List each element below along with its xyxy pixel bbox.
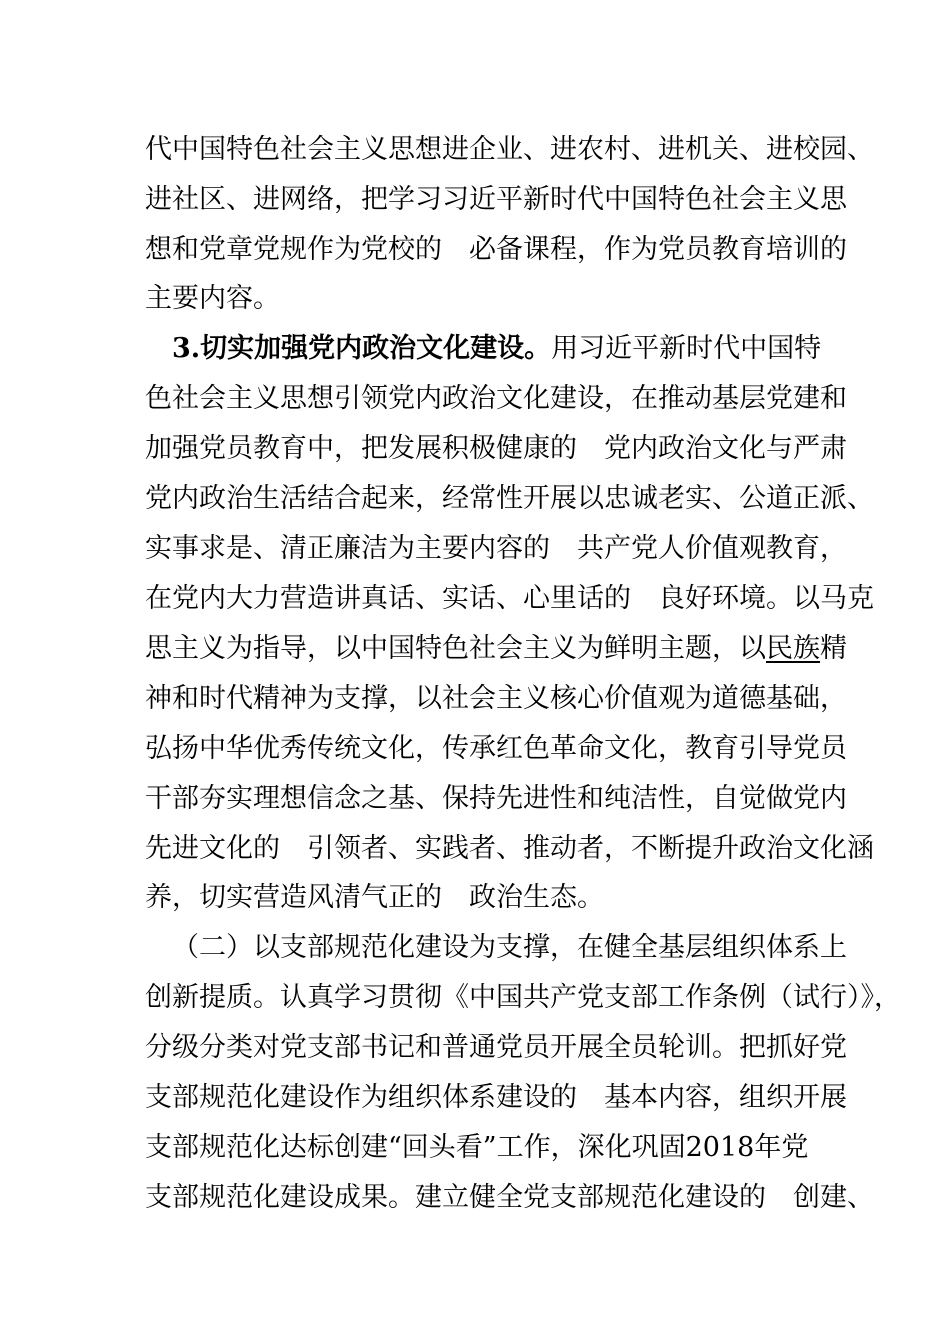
text-line-11 [145,631,847,667]
text-line-3 [145,232,847,268]
text-line-6 [145,381,847,417]
section-heading: 3.切实加强党内政治文化建设。 [172,333,552,364]
text-segment: 精 [820,633,847,664]
text-segment: 进社区、进网络，把学习习近平新时代中国特色社会主义思 [145,184,847,215]
text-segment: 党内政治生活结合起来，经常性开展以忠诚老实、公道正派、 [145,483,874,514]
text-line-19 [145,1030,847,1066]
text-line-14 [145,781,847,817]
text-line-9 [145,531,847,567]
text-segment: 在党内大力营造讲真话、实话、心里话的 良好环境。以马克 [145,583,874,614]
text-segment: 分级分类对党支部书记和普通党员开展全员轮训。把抓好党 [145,1032,847,1063]
text-segment: 思主义为指导，以中国特色社会主义为鲜明主题，以 [145,633,766,664]
text-line-7 [145,431,847,467]
text-segment: 色社会主义思想引领党内政治文化建设，在推动基层党建和 [145,383,847,414]
text-segment: 加强党员教育中，把发展积极健康的 党内政治文化与严肃 [145,433,847,464]
text-segment: 主要内容。 [145,283,280,314]
text-line-12 [145,681,847,717]
text-segment: 想和党章党规作为党校的 必备课程，作为党员教育培训的 [145,234,847,265]
text-line-15 [145,831,874,867]
text-line-13 [145,731,847,767]
text-line-1 [145,132,874,168]
text-line-21 [145,1130,835,1166]
text-line-5 [172,331,835,367]
text-segment: （二）以支部规范化建设为支撑，在健全基层组织体系上 [172,932,847,963]
text-line-8 [145,481,874,517]
text-segment: 养，切实营造风清气正的 政治生态。 [145,882,604,913]
text-segment: 创新提质。认真学习贯彻《中国共产党支部工作条例（试行）》， [145,982,901,1013]
underlined-term: 民族 [766,633,820,664]
text-line-17 [172,930,847,966]
text-segment: 先进文化的 引领者、实践者、推动者，不断提升政治文化涵 [145,833,874,864]
text-line-20 [145,1080,847,1116]
text-segment: 干部夯实理想信念之基、保持先进性和纯洁性，自觉做党内 [145,783,847,814]
text-segment: 用习近平新时代中国特 [551,333,822,364]
text-line-22 [145,1180,874,1216]
text-segment: 支部规范化建设成果。建立健全党支部规范化建设的 创建、 [145,1182,874,1213]
text-line-16 [145,880,835,916]
text-segment: 神和时代精神为支撑，以社会主义核心价值观为道德基础， [145,683,847,714]
text-line-18 [145,980,901,1016]
text-line-2 [145,182,847,218]
text-segment: 支部规范化达标创建“回头看”工作，深化巩固2018年党 [145,1132,809,1163]
text-segment: 代中国特色社会主义思想进企业、进农村、进机关、进校园、 [145,134,874,165]
text-line-4 [145,281,835,317]
text-segment: 弘扬中华优秀传统文化，传承红色革命文化，教育引导党员 [145,733,847,764]
text-line-10 [145,581,874,617]
text-segment: 实事求是、清正廉洁为主要内容的 共产党人价值观教育， [145,533,847,564]
text-segment: 支部规范化建设作为组织体系建设的 基本内容，组织开展 [145,1082,847,1113]
